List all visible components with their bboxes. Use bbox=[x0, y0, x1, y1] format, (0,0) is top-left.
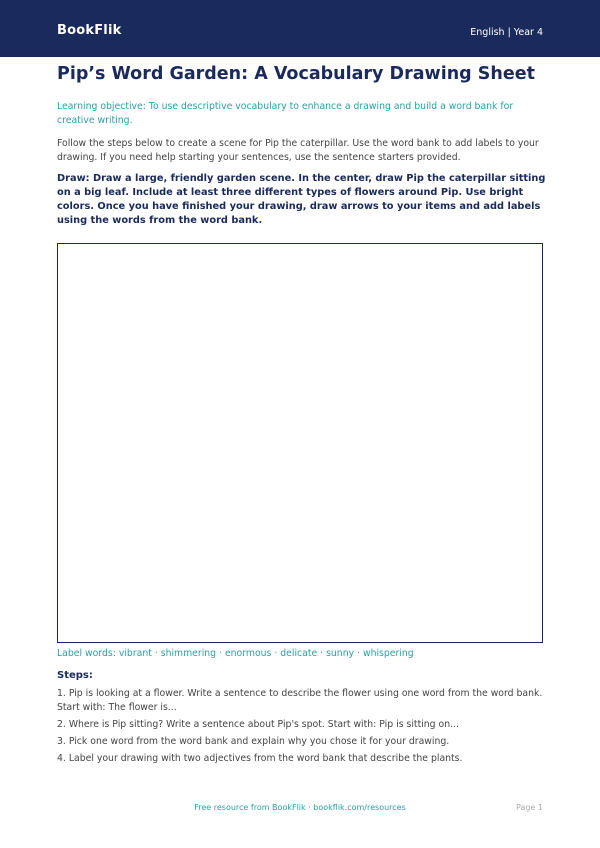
step-item: 1. Pip is looking at a flower. Write a sentence to describe the flower using one word from the word bank. Start with: The flower is... bbox=[57, 688, 543, 713]
learning-objective: Learning objective: To use descriptive vocabulary to enhance a drawing and build a word bank for creative writing. bbox=[57, 101, 514, 126]
intro-text: Follow the steps below to create a scene for Pip the caterpillar. Use the word bank to add labels to your drawing. If you need help starting your sentences, use the sentence starters provided. bbox=[57, 138, 539, 163]
page-number: Page 1 bbox=[516, 803, 543, 812]
step-item: 3. Pick one word from the word bank and explain why you chose it for your drawing. bbox=[57, 736, 450, 747]
brand-logo[interactable]: BookFlik bbox=[57, 23, 122, 38]
step-item: 4. Label your drawing with two adjectives from the word bank that describe the plants. bbox=[57, 753, 463, 764]
steps-heading: Steps: bbox=[57, 670, 93, 681]
page-title: Pip’s Word Garden: A Vocabulary Drawing Sheet bbox=[57, 64, 535, 84]
steps-list bbox=[57, 687, 547, 769]
footer-resource-link[interactable]: Free resource from BookFlik · bookflik.com/resources bbox=[194, 803, 406, 812]
subject-year-label: English | Year 4 bbox=[470, 27, 543, 38]
header-bar bbox=[0, 0, 600, 57]
label-word-bank: Label words: vibrant · shimmering · enormous · delicate · sunny · whispering bbox=[57, 648, 414, 659]
drawing-area[interactable] bbox=[57, 243, 543, 643]
draw-instruction: Draw: Draw a large, friendly garden scene. In the center, draw Pip the caterpillar sitting on a big leaf. Include at least three different types of flowers around Pip. Use bright colors. Once you have finished your drawing, draw arrows to your items and add labels using the words from the word bank. bbox=[57, 173, 546, 226]
step-item: 2. Where is Pip sitting? Write a sentence about Pip's spot. Start with: Pip is sitting on... bbox=[57, 719, 459, 730]
